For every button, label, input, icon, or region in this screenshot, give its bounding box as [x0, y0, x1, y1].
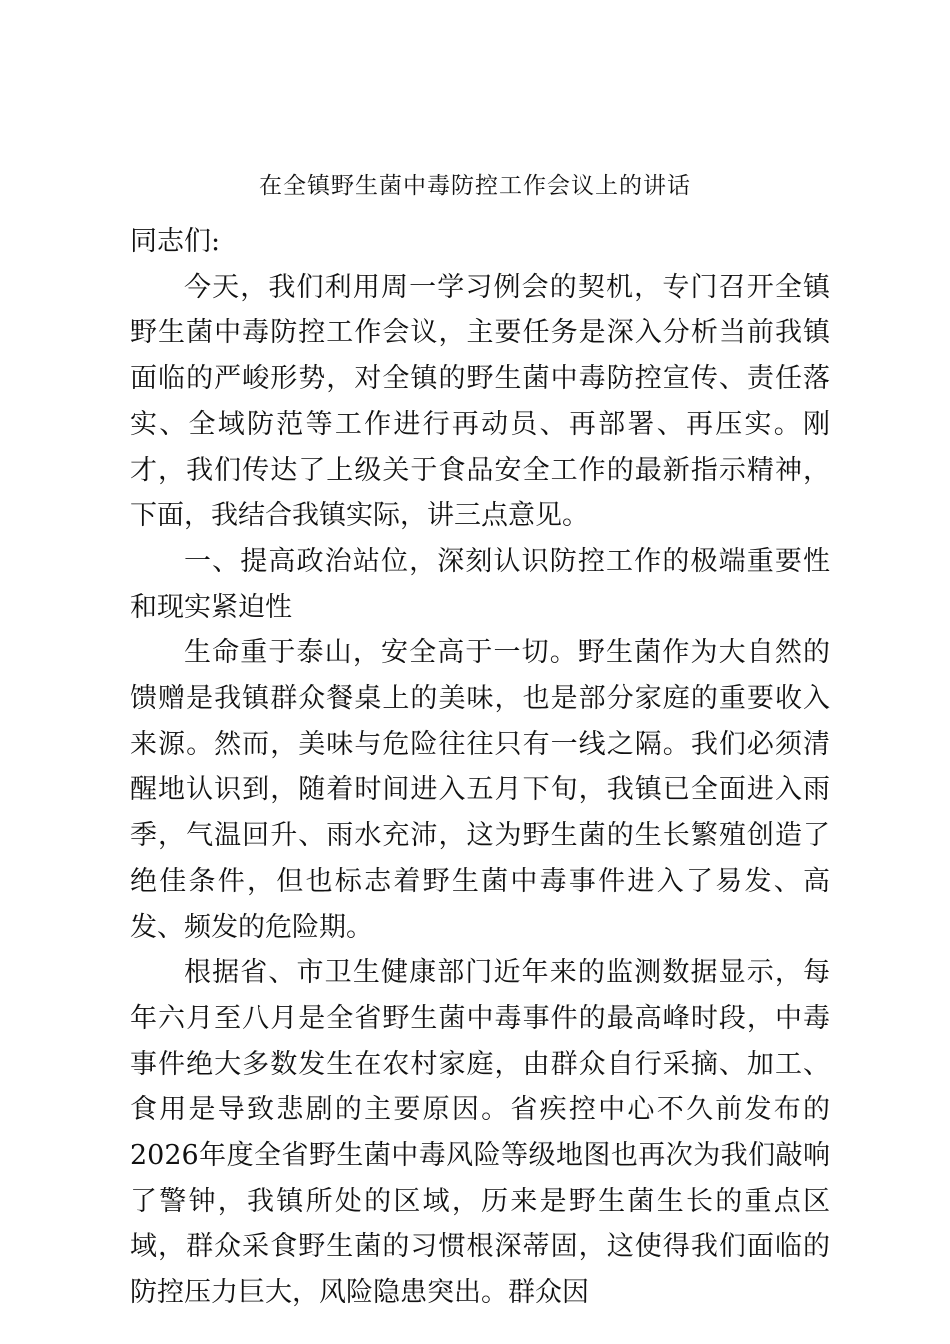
document-body: [130, 219, 830, 1316]
section-heading-1: 一、提高政治站位，深刻认识防控工作的极端重要性和现实紧迫性: [130, 545, 830, 623]
paragraph-intro: 今天，我们利用周一学习例会的契机，专门召开全镇野生菌中毒防控工作会议，主要任务是深入分析当前我镇面临的严峻形势，对全镇的野生菌中毒防控宣传、责任落实、全域防范等工作进行再动员、再部署、再压实。刚才，我们传达了上级关于食品安全工作的最新指示精神，下面，我结合我镇实际，讲三点意见。: [130, 271, 830, 532]
paragraph-monitoring: 根据省、市卫生健康部门近年来的监测数据显示，每年六月至八月是全省野生菌中毒事件的最高峰时段，中毒事件绝大多数发生在农村家庭，由群众自行采摘、加工、食用是导致悲剧的主要原因。省疾控中心不久前发布的2026年度全省野生菌中毒风险等级地图也再次为我们敲响了警钟，我镇所处的区域，历来是野生菌生长的重点区域，群众采食野生菌的习惯根深蒂固，这使得我们面临的防控压力巨大，风险隐患突出。群众因: [130, 957, 830, 1309]
salutation: 同志们:: [130, 226, 221, 257]
document-title: 在全镇野生菌中毒防控工作会议上的讲话: [259, 173, 691, 199]
paragraph-safety: 生命重于泰山，安全高于一切。野生菌作为大自然的馈赠是我镇群众餐桌上的美味，也是部分家庭的重要收入来源。然而，美味与危险往往只有一线之隔。我们必须清醒地认识到，随着时间进入五月下旬，我镇已全面进入雨季，气温回升、雨水充沛，这为野生菌的生长繁殖创造了绝佳条件，但也标志着野生菌中毒事件进入了易发、高发、频发的危险期。: [130, 637, 830, 943]
